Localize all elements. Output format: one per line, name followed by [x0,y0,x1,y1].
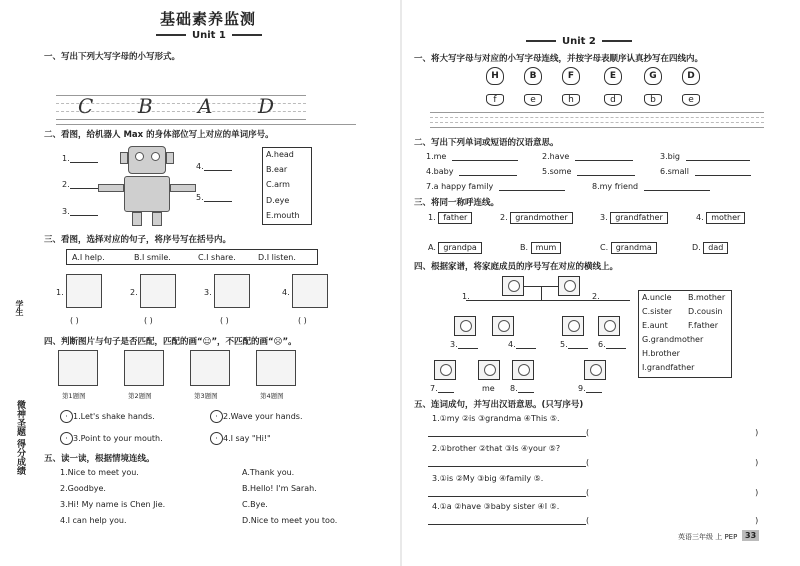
tree-person-9 [584,360,606,380]
picture-2 [140,274,176,308]
fam-option-father: F.father [688,321,718,330]
r-section-4-heading: 四、根据家谱，将家庭成员的序号写在对应的横线上。 [414,262,619,272]
fam-option-brother: H.brother [642,349,680,358]
word-some[interactable]: 5.some [542,167,635,176]
tree-label-me: me [482,384,495,393]
picture-num-4: 4. [282,288,290,297]
letter-a: A [198,94,213,118]
egg-upper-e[interactable]: E [604,67,622,85]
option-mouth: E.mouth [266,211,300,220]
answer-paren-3[interactable]: ( ) [220,316,229,325]
match-left-2[interactable]: 2.Goodbye. [60,484,106,493]
picture-num-1: 1. [56,288,64,297]
option-i-help: A.I help. [72,253,105,262]
sentence-2-words: 2.①brother ②that ③Is ④your ⑤? [432,444,561,453]
sentence-1-answer[interactable]: ( ) [428,428,758,437]
judge-picture-4 [256,350,296,386]
tree-blank-5[interactable]: 5. [560,340,588,349]
page-title: 基础素养监测 [160,10,257,28]
letter-b: B [138,94,153,118]
right-page [402,0,800,566]
tree-blank-8[interactable]: 8. [510,384,534,393]
match-right-c[interactable]: C.Bye. [242,500,268,509]
egg-upper-b[interactable]: B [524,67,542,85]
match-left-4[interactable]: 4.I can help you. [60,516,127,525]
tree-person-7 [434,360,456,380]
judge-picture-2 [124,350,164,386]
answer-paren-2[interactable]: ( ) [144,316,153,325]
tree-blank-6[interactable]: 6. [598,340,626,349]
judge-item-4[interactable]: · 4.I say "Hi!" [210,432,271,445]
match-right-a[interactable]: A.Thank you. [242,468,295,477]
tree-blank-1[interactable]: 1. [462,292,500,301]
egg-upper-h[interactable]: H [486,67,504,85]
title-dad[interactable]: D. dad [692,242,728,254]
tree-blank-3[interactable]: 3. [450,340,478,349]
caption-2: 第2题图 [128,392,152,400]
caption-1: 第1题图 [62,392,86,400]
section-2-heading: 二、看图，给机器人 Max 的身体部位写上对应的单词序号。 [44,130,274,140]
option-i-share: C.I share. [198,253,236,262]
page-number: 33 [742,530,759,541]
robot-blank-1[interactable]: 1. [62,154,98,163]
judge-item-2[interactable]: · 2.Wave your hands. [210,410,303,423]
title-grandma[interactable]: C. grandma [600,242,657,254]
r-section-1-heading: 一、将大写字母与对应的小写字母连线，并按字母表顺序认真抄写在四线内。 [414,54,704,64]
r-section-5-heading: 五、连词成句，并写出汉语意思。(只写序号) [414,400,584,410]
sentence-3-answer[interactable]: ( ) [428,488,758,497]
picture-3 [214,274,250,308]
word-my-friend[interactable]: 8.my friend [592,182,710,191]
r-section-3-heading: 三、将同一称呼连线。 [414,198,500,208]
tree-blank-9[interactable]: 9. [578,384,602,393]
match-left-3[interactable]: 3.Hi! My name is Chen Jie. [60,500,166,509]
egg-lower-d[interactable]: d [604,94,622,106]
egg-lower-h[interactable]: h [562,94,580,106]
option-head: A.head [266,150,294,159]
sentence-4-words: 4.①a ②have ③baby sister ④I ⑤. [432,502,560,511]
fam-option-sister: C.sister [642,307,673,316]
tree-blank-2[interactable]: 2. [592,292,630,301]
tree-person-me [478,360,500,380]
unit-2-heading: Unit 2 [520,36,638,47]
sentence-3-words: 3.①is ②My ③big ④family ⑤. [432,474,544,483]
tree-person-8 [512,360,534,380]
tree-person-1 [502,276,524,296]
option-arm: C.arm [266,180,290,189]
judge-picture-3 [190,350,230,386]
caption-3: 第3题图 [194,392,218,400]
title-grandpa[interactable]: A. grandpa [428,242,482,254]
fam-option-uncle: A.uncle [642,293,672,302]
side-label: 学生 [15,300,24,316]
picture-4 [292,274,328,308]
picture-1 [66,274,102,308]
word-happy-family[interactable]: 7.a happy family [426,182,565,191]
option-i-smile: B.I smile. [134,253,171,262]
section-1-heading: 一、写出下列大写字母的小写形式。 [44,52,181,62]
egg-upper-f[interactable]: F [562,67,580,85]
judge-picture-1 [58,350,98,386]
option-eye: D.eye [266,196,290,205]
egg-upper-g[interactable]: G [644,67,662,85]
sentence-2-answer[interactable]: ( ) [428,458,758,467]
side-text: 微神圣题 得分成绩 [15,400,25,476]
letter-c: C [78,94,94,118]
egg-upper-d[interactable]: D [682,67,700,85]
unit-heading: Unit 1 [150,30,268,41]
fam-option-grandmother: G.grandmother [642,335,704,344]
judge-item-1[interactable]: · 1.Let's shake hands. [60,410,155,423]
robot-blank-4[interactable]: 4. [196,162,232,171]
match-left-1[interactable]: 1.Nice to meet you. [60,468,139,477]
section-5-heading: 五、读一读，根据情境连线。 [44,454,155,464]
letter-d: D [258,94,275,118]
word-baby[interactable]: 4.baby [426,167,517,176]
egg-lower-b[interactable]: b [644,94,662,106]
section-3-heading: 三、看图，选择对应的句子，将序号写在括号内。 [44,235,232,245]
egg-lower-e2[interactable]: e [682,94,700,106]
word-big[interactable]: 3.big [660,152,750,161]
answer-paren-4[interactable]: ( ) [298,316,307,325]
title-grandmother[interactable]: 2. grandmother [500,212,573,224]
r-section-2-heading: 二、写出下列单词或短语的汉语意思。 [414,138,559,148]
tree-person-3 [454,316,476,336]
word-me[interactable]: 1.me [426,152,518,161]
tree-blank-7[interactable]: 7. [430,384,454,393]
word-small[interactable]: 6.small [660,167,751,176]
judge-item-3[interactable]: · 3.Point to your mouth. [60,432,163,445]
title-father[interactable]: 1. father [428,212,472,224]
caption-4: 第4题图 [260,392,284,400]
match-right-d[interactable]: D.Nice to meet you too. [242,516,338,525]
title-grandfather[interactable]: 3. grandfather [600,212,668,224]
fam-option-grandfather: I.grandfather [642,363,695,372]
fam-option-cousin: D.cousin [688,307,723,316]
fam-option-mother: B.mother [688,293,726,302]
egg-lower-f[interactable]: f [486,94,504,106]
answer-paren-1[interactable]: ( ) [70,316,79,325]
tree-person-6 [598,316,620,336]
tree-person-4 [492,316,514,336]
robot-blank-5[interactable]: 5. [196,193,232,202]
footer-book: 英语三年级 上 PEP [678,533,738,541]
tree-blank-4[interactable]: 4. [508,340,536,349]
option-i-listen: D.I listen. [258,253,296,262]
tree-person-2 [558,276,580,296]
robot-blank-3[interactable]: 3. [62,207,98,216]
sentence-1-words: 1.①my ②is ③grandma ④This ⑤. [432,414,560,423]
picture-num-2: 2. [130,288,138,297]
title-mum[interactable]: B. mum [520,242,561,254]
egg-lower-e[interactable]: e [524,94,542,106]
word-have[interactable]: 2.have [542,152,633,161]
section-4-heading: 四、判断图片与句子是否匹配，匹配的画“☺”，不匹配的画“☹”。 [44,337,297,347]
picture-num-3: 3. [204,288,212,297]
option-ear: B.ear [266,165,288,174]
title-mother[interactable]: 4. mother [696,212,745,224]
match-right-b[interactable]: B.Hello! I'm Sarah. [242,484,317,493]
tree-person-5 [562,316,584,336]
fam-option-aunt: E.aunt [642,321,668,330]
robot-blank-2[interactable]: 2. [62,180,98,189]
sentence-4-answer[interactable]: ( ) [428,516,758,525]
